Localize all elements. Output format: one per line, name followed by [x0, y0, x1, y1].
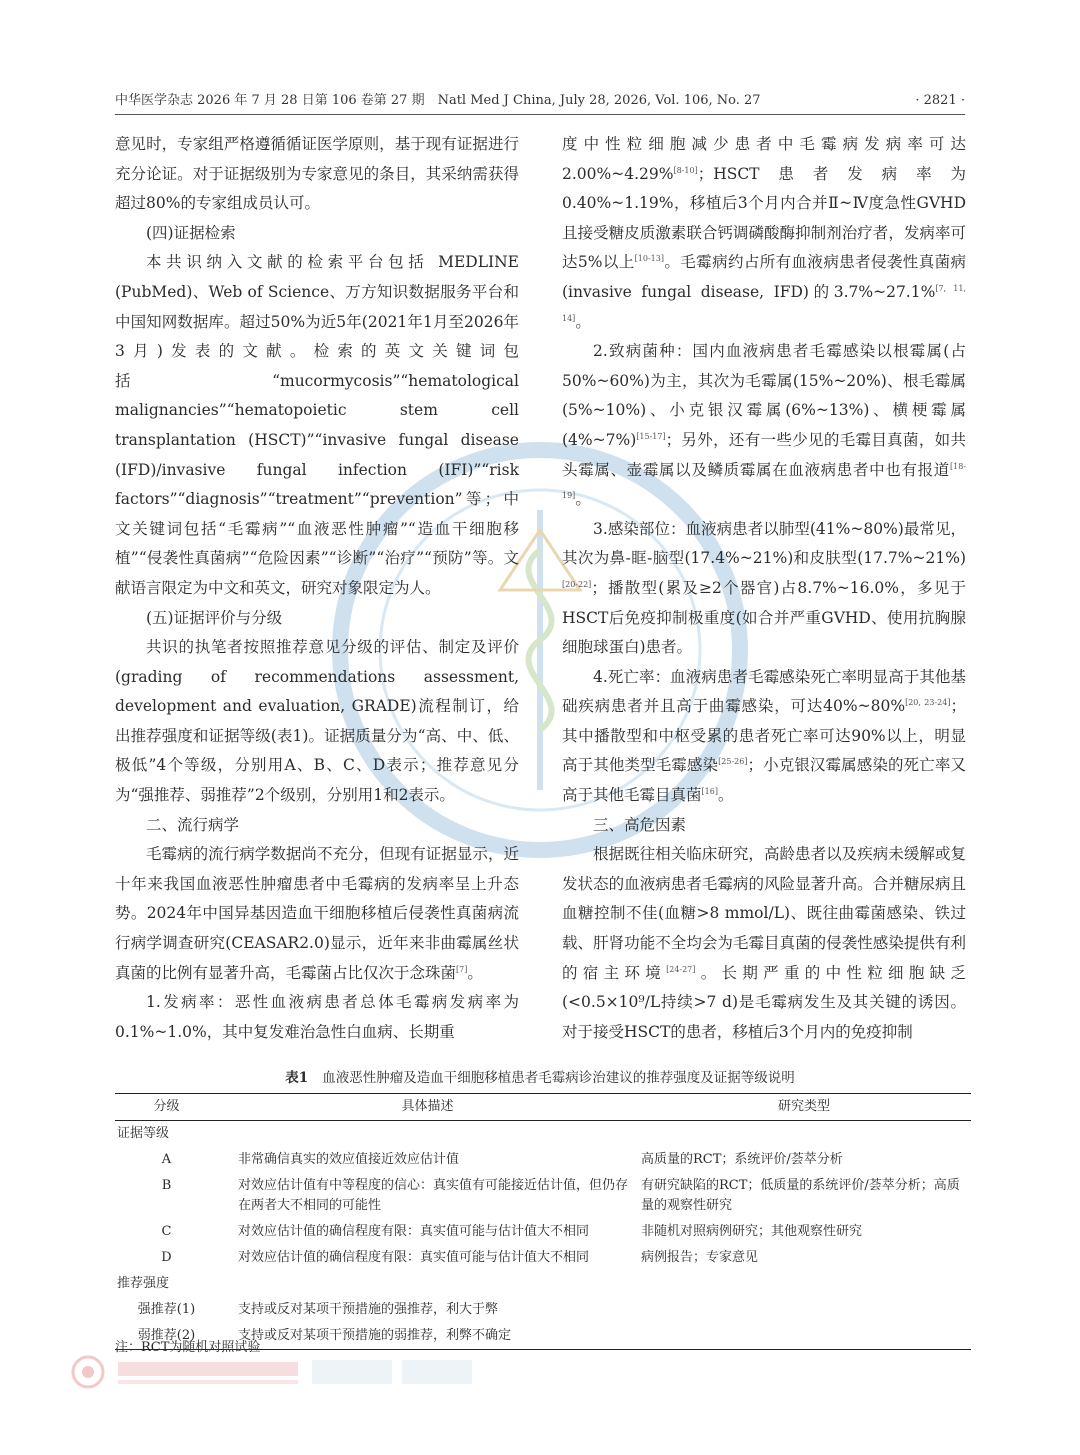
citation-ref: [8-10] — [673, 165, 698, 175]
paragraph-text: ；其中播散型和中枢受累的患者死亡率可达90%以上，明显高于其他类型毛霉感染 — [562, 697, 966, 775]
paragraph: 共识的执笔者按照推荐意见分级的评估、制定及评价(grading of recommendations assessment, development and evaluation, GRADE)流程制订，给出推荐强度和证据等级(表1)。证据质量分为“高、中、低、极低”4个等级，分别用A、B、C、D表示；推荐意见分为“强推荐、弱推荐”2个级别，分别用1和2表示。 — [115, 638, 519, 805]
paragraph-text: ；HSCT患者发病率为0.40%~1.19%，移植后3个月内合并Ⅱ~Ⅳ度急性GVHD且接受糖皮质激素联合钙调磷酸酶抑制剂治疗者，发病率可达5%以上 — [562, 164, 966, 272]
paragraph-text: ；小克银汉霉属感染的死亡率又高于其他毛霉目真菌 — [562, 756, 966, 805]
table-cell — [637, 1297, 971, 1323]
table-cell: 对效应估计值有中等程度的信心：真实值有可能接近估计值，但仍存在两者大不相同的可能性 — [238, 1178, 629, 1213]
table-cell: D — [161, 1250, 172, 1265]
running-header — [115, 84, 965, 115]
table-cell: 对效应估计值的确信程度有限：真实值可能与估计值大不相同 — [238, 1224, 590, 1239]
group-label: 推荐强度 — [117, 1276, 170, 1291]
table-cell — [637, 1323, 971, 1350]
table-cell: A — [161, 1152, 172, 1167]
table-cell: 有研究缺陷的RCT；低质量的系统评价/荟萃分析；高质量的观察性研究 — [641, 1178, 960, 1213]
table-note: 注：RCT为随机对照试验 — [115, 1340, 261, 1355]
table-cell: 支持或反对某项干预措施的强推荐，利大于弊 — [238, 1302, 499, 1317]
paragraph: 意见时，专家组严格遵循循证医学原则，基于现有证据进行充分论证。对于证据级别为专家意见的条目，其采纳需获得超过80%的专家组成员认可。 — [115, 135, 519, 213]
paragraph-text: 。 — [575, 490, 591, 509]
paragraph-text: 根据既往相关临床研究，高龄患者以及疾病未缓解或复发状态的血液病患者毛霉病的风险显著升高。合并糖尿病且血糖控制不佳(血糖>8 mmol/L)、既往曲霉菌感染、铁过载、肝肾功能不全均会为毛霉目真菌的侵袭性感染提供有利的宿主环境 — [562, 845, 966, 982]
table-cell: 弱推荐(2) — [137, 1328, 196, 1343]
column-header: 具体描述 — [401, 1099, 454, 1114]
paragraph-text: 度中性粒细胞减少患者中毛霉病发病率可达2.00%~4.29% — [562, 135, 966, 183]
table-label: 表1 — [285, 1070, 309, 1086]
section-heading: 二、流行病学 — [146, 815, 240, 834]
paragraph — [562, 130, 966, 337]
paragraph-text: 4.死亡率：血液病患者毛霉感染死亡率明显高于其他基础疾病患者并且高于曲霉感染，可达40%~80% — [562, 667, 966, 716]
citation-ref: [20-22] — [562, 579, 592, 589]
table-cell: 非随机对照病例研究；其他观察性研究 — [641, 1224, 863, 1239]
paragraph-text: 。 — [717, 786, 734, 805]
section-heading: (五)证据评价与分级 — [146, 608, 283, 627]
paragraph — [562, 515, 966, 663]
citation-ref: [24-27] — [666, 964, 696, 974]
table-row — [115, 1173, 971, 1219]
citation-ref: [16] — [701, 786, 718, 796]
paragraph-text: 。长期严重的中性粒细胞缺乏(<0.5×10⁹/L持续>7 d)是毛霉病发生及其关键的诱因。对于接受HSCT的患者，移植后3个月内的免疫抑制 — [562, 963, 966, 1041]
citation-ref: [25-26] — [718, 757, 748, 767]
column-header: 分级 — [153, 1099, 180, 1114]
paragraph-text: 2.致病菌种：国内血液病患者毛霉感染以根霉属(占50%~60%)为主，其次为毛霉属(15%~20%)、根毛霉属(5%~10%)、小克银汉霉属(6%~13%)、横梗霉属(4%~7%) — [562, 342, 966, 449]
table-cell: 病例报告；专家意见 — [641, 1250, 759, 1265]
paragraph-text: ；播散型(累及≥2个器官)占8.7%~16.0%，多见于HSCT后免疫抑制极重度(如合并严重GVHD、使用抗胸腺细胞球蛋白)患者。 — [562, 578, 966, 657]
table-cell: 高质量的RCT；系统评价/荟萃分析 — [641, 1152, 843, 1167]
paragraph: 1.发病率：恶性血液病患者总体毛霉病发病率为0.1%~1.0%，其中复发难治急性白血病、长期重 — [115, 993, 519, 1041]
table-group-row — [115, 1271, 971, 1297]
section-heading: (四)证据检索 — [146, 223, 236, 242]
table-row — [115, 1297, 971, 1323]
table-header-row — [115, 1094, 971, 1121]
citation-ref: [15-17] — [636, 431, 666, 441]
table-row — [115, 1147, 971, 1173]
paragraph — [562, 663, 966, 811]
citation-ref: [7, 11, 14] — [562, 283, 966, 323]
paragraph — [562, 337, 966, 515]
paragraph-text: 毛霉病的流行病学数据尚不充分，但现有证据显示，近十年来我国血液恶性肿瘤患者中毛霉病的发病率呈上升态势。2024年中国异基因造血干细胞移植后侵袭性真菌病流行病学调查研究(CEASAR2.0)显示，近年来非曲霉属丝状真菌的比例有显著升高，毛霉菌占比仅次于念珠菌 — [115, 845, 519, 982]
group-label: 证据等级 — [117, 1126, 170, 1141]
table-group-row — [115, 1121, 971, 1148]
table-caption — [0, 1066, 1080, 1086]
paragraph — [115, 840, 519, 988]
table-cell: C — [161, 1224, 172, 1239]
table-cell: B — [161, 1178, 172, 1193]
citation-ref: [7] — [456, 964, 468, 974]
table-row — [115, 1219, 971, 1245]
citation-ref: [18-19] — [562, 461, 966, 500]
table-cell: 对效应估计值的确信程度有限：真实值可能与估计值大不相同 — [238, 1250, 590, 1265]
paragraph — [562, 840, 966, 1047]
paragraph-text: 。毛霉病约占所有血液病患者侵袭性真菌病(invasive fungal disease, IFD)的3.7%~27.1% — [562, 253, 966, 301]
page-number: · 2821 · — [915, 93, 965, 108]
column-header: 研究类型 — [777, 1099, 830, 1114]
table-cell: 支持或反对某项干预措施的弱推荐，利弊不确定 — [238, 1328, 512, 1343]
paragraph-text: ；另外，还有一些少见的毛霉目真菌，如共头霉属、壶霉属以及鳞质霉属在血液病患者中也有报道 — [562, 430, 966, 479]
paragraph-text: 。 — [575, 312, 591, 331]
table-cell: 强推荐(1) — [137, 1302, 196, 1317]
table-cell: 非常确信真实的效应值接近效应估计值 — [238, 1152, 460, 1167]
table-row — [115, 1245, 971, 1271]
table-title: 血液恶性肿瘤及造血干细胞移植患者毛霉病诊治建议的推荐强度及证据等级说明 — [322, 1070, 795, 1086]
publisher-logo-icon — [68, 1352, 488, 1392]
paragraph: 本共识纳入文献的检索平台包括 MEDLINE (PubMed)、Web of Science、万方知识数据服务平台和中国知网数据库。超过50%为近5年(2021年1月至2026年3月)发表的文献。检索的英文关键词包括“mucormycosis”“hematological malignancies”“hematopoietic stem cell transplantation (HSCT)”“invasive fungal disease (IFD)/invasive fungal infection (IFI)”“risk factors”“diagnosis”“treatment”“prevention”等；中文关键词包括“毛霉病”“血液恶性肿瘤”“造血干细胞移植”“侵袭性真菌病”“危险因素”“诊断”“治疗”“预防”等。文献语言限定为中文和英文，研究对象限定为人。 — [115, 253, 519, 597]
grade-table — [115, 1093, 971, 1350]
paragraph-text: 。 — [467, 963, 483, 982]
citation-ref: [20, 23-24] — [905, 698, 951, 708]
paragraph-text: 3.感染部位：血液病患者以肺型(41%~80%)最常见，其次为鼻-眶-脑型(17.4%~21%)和皮肤型(17.7%~21%) — [562, 519, 966, 568]
citation-ref: [10-13] — [634, 254, 664, 264]
journal-citation: 中华医学杂志 2026 年 7 月 28 日第 106 卷第 27 期 Natl Med J China, July 28, 2026, Vol. 106, No. 27 — [115, 93, 761, 108]
left-column — [115, 130, 519, 1047]
section-heading: 三、高危因素 — [593, 815, 687, 834]
right-column — [562, 130, 966, 1047]
